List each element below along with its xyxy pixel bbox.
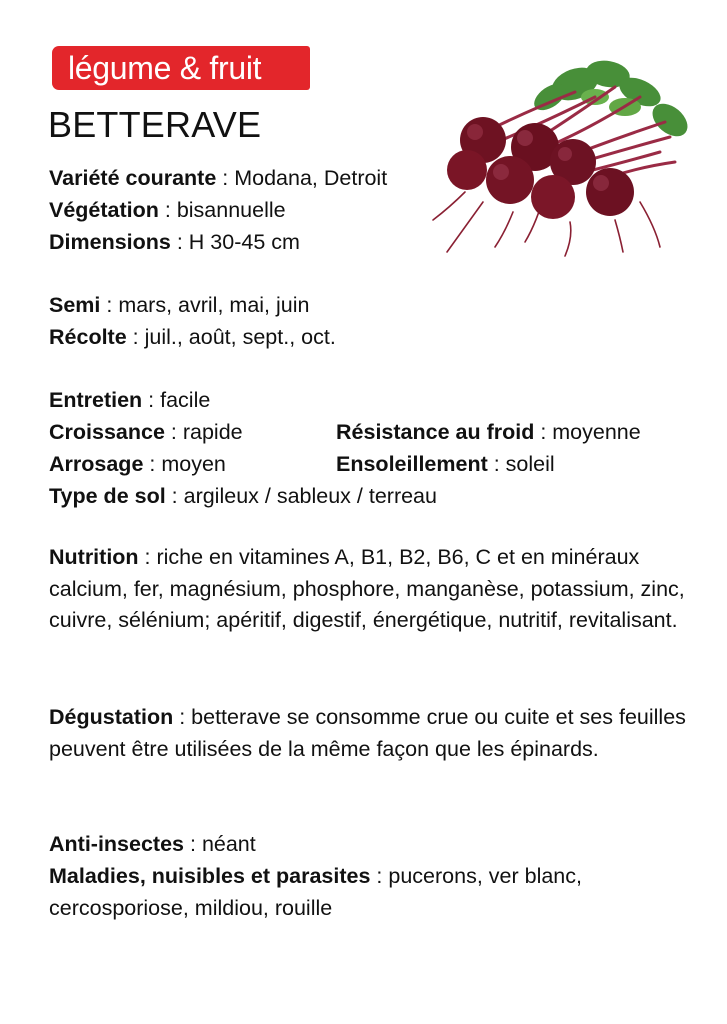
info-variety <box>49 164 387 192</box>
info-value: argileux / sableux / terreau <box>183 484 437 508</box>
info-anti-insects <box>49 830 256 858</box>
info-separator: : <box>173 705 192 729</box>
info-value: H 30-45 cm <box>188 230 300 254</box>
tasting-label: Dégustation <box>49 705 174 729</box>
info-label: Arrosage <box>49 452 144 476</box>
info-watering <box>49 450 226 478</box>
info-value: soleil <box>505 452 555 476</box>
info-separator: : <box>164 420 183 444</box>
info-value: moyen <box>161 452 226 476</box>
nutrition-paragraph <box>49 542 699 637</box>
info-cold-resistance <box>336 418 641 446</box>
info-value: moyenne <box>552 420 641 444</box>
tasting-text: betterave se consomme crue ou cuite et ses feuilles peuvent être utilisées de la même façon que les épinards. <box>49 705 686 761</box>
info-separator: : <box>534 420 553 444</box>
info-label: Type de sol <box>49 484 166 508</box>
nutrition-label: Nutrition <box>49 545 139 569</box>
info-label: Semi <box>49 293 101 317</box>
beetroot-illustration <box>425 52 700 257</box>
info-separator: : <box>487 452 506 476</box>
info-label: Végétation <box>49 198 159 222</box>
info-label: Variété courante <box>49 166 217 190</box>
info-label: Croissance <box>49 420 165 444</box>
info-value: facile <box>160 388 211 412</box>
info-separator: : <box>142 388 161 412</box>
info-sowing <box>49 291 309 319</box>
info-separator: : <box>100 293 119 317</box>
info-label: Récolte <box>49 325 127 349</box>
info-label: Ensoleillement <box>336 452 488 476</box>
info-label: Résistance au froid <box>336 420 535 444</box>
info-separator: : <box>370 864 389 888</box>
info-value: Modana, Detroit <box>234 166 388 190</box>
tasting-paragraph <box>49 702 699 765</box>
page-title: BETTERAVE <box>48 104 262 145</box>
info-separator: : <box>158 198 177 222</box>
info-label: Dimensions <box>49 230 171 254</box>
info-value: bisannuelle <box>176 198 286 222</box>
info-value: rapide <box>182 420 243 444</box>
info-value: mars, avril, mai, juin <box>118 293 310 317</box>
category-badge <box>52 46 310 90</box>
info-vegetation <box>49 196 286 224</box>
info-maintenance <box>49 386 210 414</box>
nutrition-text: riche en vitamines A, B1, B2, B6, C et en minéraux calcium, fer, magnésium, phosphore, manganèse, potassium, zinc, cuivre, sélénium; apéritif, digestif, énergétique, nutritif, revitalisant. <box>49 545 685 632</box>
info-separator: : <box>143 452 162 476</box>
info-dimensions <box>49 228 300 256</box>
category-label: légume & fruit <box>68 50 262 86</box>
info-separator: : <box>170 230 189 254</box>
info-separator: : <box>126 325 145 349</box>
diseases-text: pucerons, ver blanc, cercosporiose, mildiou, rouille <box>49 864 582 920</box>
info-value: juil., août, sept., oct. <box>144 325 336 349</box>
info-sunlight <box>336 450 555 478</box>
info-separator: : <box>138 545 157 569</box>
info-separator: : <box>184 832 202 856</box>
info-separator: : <box>216 166 235 190</box>
diseases-paragraph <box>49 861 649 924</box>
info-harvest <box>49 323 336 351</box>
info-label: Entretien <box>49 388 143 412</box>
diseases-label: Maladies, nuisibles et parasites <box>49 864 371 888</box>
info-label: Anti-insectes <box>49 832 185 856</box>
info-soil <box>49 482 437 510</box>
info-separator: : <box>165 484 184 508</box>
beetroot-bunch-icon <box>425 52 700 257</box>
info-value: néant <box>201 832 256 856</box>
info-growth <box>49 418 243 446</box>
